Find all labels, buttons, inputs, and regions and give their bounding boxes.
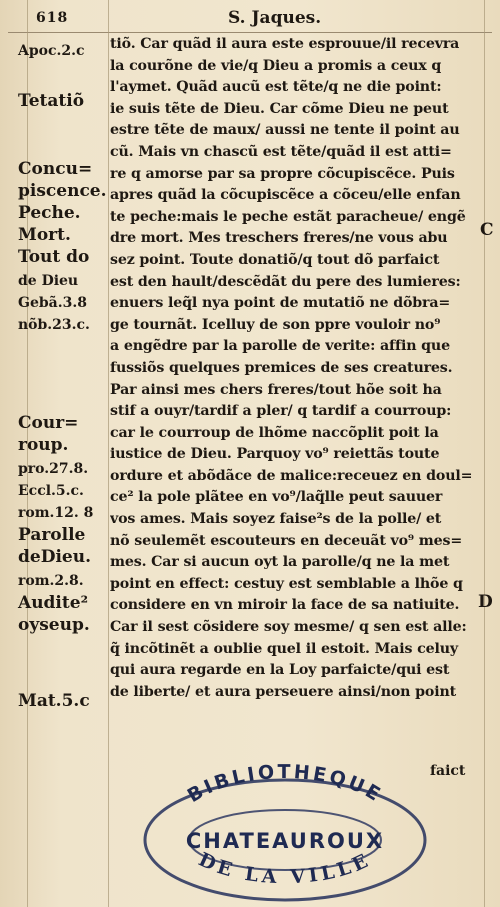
- margin-note: piscence.: [18, 181, 107, 201]
- margin-note: rom.12. 8: [18, 505, 94, 521]
- margin-note: Cour=: [18, 413, 79, 433]
- signature-mark-c: C: [480, 220, 494, 240]
- text-line: considere en vn miroir la face de sa natiuite.: [110, 597, 460, 614]
- margin-note: oyseup.: [18, 615, 90, 635]
- stamp-text-bottom: DE LA VILLE: [195, 848, 375, 889]
- margin-note: Eccl.5.c.: [18, 483, 84, 499]
- text-line: estre tẽte de maux/ aussi ne tente il point au: [110, 122, 460, 139]
- text-line: nõ seulemẽt escouteurs en deceuãt vo⁹ mes=: [110, 532, 463, 549]
- library-stamp: [140, 762, 430, 902]
- margin-note: deDieu.: [18, 547, 91, 567]
- margin-note: nõb.23.c.: [18, 317, 90, 333]
- text-line: enuers leq̃l nya point de mutatiõ ne dõbra=: [110, 295, 451, 312]
- margin-note: Parolle: [18, 525, 86, 545]
- text-line: tiõ. Car quãd il aura este esprouue/il recevra: [110, 36, 460, 52]
- main-text: [110, 34, 482, 794]
- text-line: iustice de Dieu. Parquoy vo⁹ reiettãs toute: [110, 446, 440, 463]
- margin-note: rom.2.8.: [18, 573, 84, 589]
- margin-note: pro.27.8.: [18, 461, 89, 477]
- margin-note: Gebã.3.8: [18, 295, 87, 311]
- text-line: a engẽdre par la parolle de verite: affin que: [110, 338, 450, 355]
- catchword: faict: [430, 763, 466, 779]
- margin-note: Concu=: [18, 159, 93, 179]
- margin-note: Tout do: [18, 247, 90, 267]
- text-line: Car il sest cõsidere soy mesme/ q sen est alle:: [110, 619, 467, 636]
- text-line: ge tournãt. Icelluy de son ppre vouloir no⁹: [110, 316, 441, 333]
- text-line: est den hault/descẽdãt du pere des lumieres:: [110, 273, 461, 290]
- running-title: S. Jaques.: [228, 8, 322, 28]
- text-line: car le courroup de lhõme naccõplit poit la: [110, 424, 439, 441]
- folio-number: 618: [36, 10, 69, 26]
- margin-note: Tetatiõ: [18, 91, 85, 111]
- text-line: stif a ouyr/tardif a pler/ q tardif a courroup:: [110, 403, 452, 420]
- margin-note: Apoc.2.c: [18, 43, 85, 59]
- text-line: qui aura regarde en la Loy parfaicte/qui est: [110, 662, 450, 679]
- margin-note: Audite²: [18, 593, 89, 613]
- signature-mark-d: D: [478, 592, 493, 612]
- text-line: ie suis tẽte de Dieu. Car cõme Dieu ne peut: [110, 100, 449, 117]
- page-header: [0, 6, 500, 32]
- margin-note: Peche.: [18, 203, 81, 223]
- text-line: l'aymet. Quãd aucũ est tẽte/q ne die point:: [110, 79, 442, 96]
- margin-note: roup.: [18, 435, 69, 455]
- text-line: re q amorse par sa propre cõcupiscẽce. Puis: [110, 165, 455, 182]
- margin-rule-right: [484, 0, 485, 907]
- text-line: apres quãd la cõcupiscẽce a cõceu/elle enfan: [110, 187, 461, 204]
- text-line: de liberte/ et aura perseuere ainsi/non point: [110, 683, 457, 700]
- margin-note: de Dieu: [18, 273, 79, 289]
- text-line: te peche:mais le peche estãt paracheue/ engẽ: [110, 208, 466, 225]
- margin-notes: [18, 32, 113, 732]
- text-line: vos ames. Mais soyez faise²s de la polle/ et: [110, 511, 442, 528]
- margin-note: Mat.5.c: [18, 691, 90, 711]
- text-line: point en effect: cestuy est semblable a lhõe q: [110, 575, 463, 592]
- text-line: cũ. Mais vn chascũ est tẽte/quãd il est atti=: [110, 143, 452, 160]
- margin-note: Mort.: [18, 225, 71, 245]
- stamp-text-middle: CHATEAUROUX: [185, 829, 385, 853]
- stamp-text-top: BIBLIOTHEQUE: [183, 762, 387, 808]
- library-stamp-graphic: [140, 762, 430, 902]
- text-line: Par ainsi mes chers freres/tout hõe soit ha: [110, 381, 442, 398]
- text-line: ce² la pole plãtee en vo⁹/laq̃lle peut sauuer: [110, 489, 443, 506]
- text-line: fussiõs quelques premices de ses creatures.: [110, 359, 453, 376]
- text-line: q̃ incõtinẽt a oublie quel il estoit. Mais celuy: [110, 640, 458, 657]
- text-line: sez point. Toute donatiõ/q tout dõ parfaict: [110, 251, 440, 268]
- text-line: dre mort. Mes treschers freres/ne vous abu: [110, 230, 448, 247]
- text-line: mes. Car si aucun oyt la parolle/q ne la met: [110, 554, 450, 571]
- text-line: ordure et abõdãce de malice:receuez en doul=: [110, 467, 473, 484]
- text-line: la courõne de vie/q Dieu a promis a ceux q: [110, 57, 442, 74]
